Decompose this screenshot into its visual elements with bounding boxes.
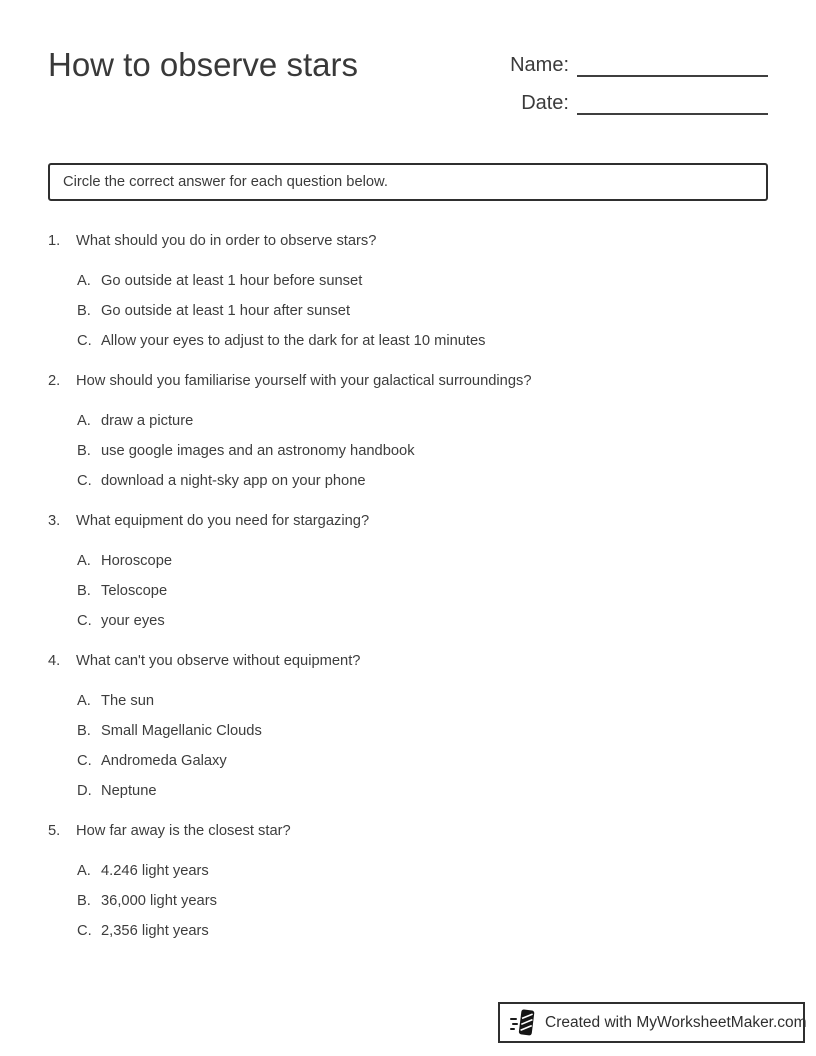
credit-badge[interactable] <box>498 1002 805 1043</box>
date-field-row <box>510 77 768 115</box>
question-2-option-c <box>77 471 768 491</box>
date-label: Date: <box>521 92 569 114</box>
question-2-option-a <box>77 411 768 431</box>
option-text: draw a picture <box>101 413 194 429</box>
instruction-box <box>48 163 768 201</box>
question-number: 3. <box>48 513 61 529</box>
question-text: What can't you observe without equipment? <box>76 653 361 669</box>
question-1 <box>48 231 768 351</box>
question-3-option-b <box>77 581 768 601</box>
option-letter: D. <box>77 783 92 799</box>
option-text: Small Magellanic Clouds <box>101 723 262 739</box>
question-2-option-b <box>77 441 768 461</box>
credit-text: Created with MyWorksheetMaker.com <box>545 1013 807 1031</box>
option-letter: B. <box>77 723 91 739</box>
question-text-row <box>48 511 768 531</box>
question-4-option-d <box>77 781 768 801</box>
option-letter: C. <box>77 333 92 349</box>
option-letter: B. <box>77 303 91 319</box>
question-text: How should you familiarise yourself with your galactical surroundings? <box>76 373 532 389</box>
option-letter: A. <box>77 413 91 429</box>
question-text-row <box>48 231 768 251</box>
question-1-option-a <box>77 271 768 291</box>
option-letter: A. <box>77 693 91 709</box>
option-text: Neptune <box>101 783 157 799</box>
option-letter: B. <box>77 443 91 459</box>
name-date-fields <box>510 39 768 115</box>
name-label: Name: <box>510 54 569 76</box>
option-text: download a night-sky app on your phone <box>101 473 366 489</box>
options-list <box>77 691 768 801</box>
option-letter: C. <box>77 923 92 939</box>
question-3 <box>48 511 768 631</box>
option-letter: A. <box>77 273 91 289</box>
question-number: 4. <box>48 653 61 669</box>
option-text: The sun <box>101 693 155 709</box>
question-text: What equipment do you need for stargazing? <box>76 513 370 529</box>
option-text: 36,000 light years <box>101 893 217 909</box>
option-text: Andromeda Galaxy <box>101 753 227 769</box>
option-text: Allow your eyes to adjust to the dark for at least 10 minutes <box>101 333 486 349</box>
question-5-option-a <box>77 861 768 881</box>
question-5-option-b <box>77 891 768 911</box>
question-text: How far away is the closest star? <box>76 823 291 839</box>
option-text: your eyes <box>101 613 165 629</box>
option-text: Teloscope <box>101 583 168 599</box>
options-list <box>77 551 768 631</box>
question-text-row <box>48 821 768 841</box>
option-letter: A. <box>77 863 91 879</box>
option-letter: C. <box>77 613 92 629</box>
page-title: How to observe stars <box>48 46 358 83</box>
name-field-row <box>510 39 768 77</box>
question-4-option-b <box>77 721 768 741</box>
option-text: 4.246 light years <box>101 863 209 879</box>
options-list <box>77 411 768 491</box>
instruction-text: Circle the correct answer for each question below. <box>63 174 388 190</box>
question-5-option-c <box>77 921 768 941</box>
question-3-option-c <box>77 611 768 631</box>
option-text: Go outside at least 1 hour before sunset <box>101 273 363 289</box>
question-1-option-b <box>77 301 768 321</box>
option-text: use google images and an astronomy handbook <box>101 443 415 459</box>
question-text-row <box>48 651 768 671</box>
option-text: Horoscope <box>101 553 173 569</box>
question-4-option-c <box>77 751 768 771</box>
flying-worksheet-icon <box>510 1008 536 1038</box>
question-2 <box>48 371 768 491</box>
question-number: 2. <box>48 373 61 389</box>
option-text: Go outside at least 1 hour after sunset <box>101 303 351 319</box>
question-3-option-a <box>77 551 768 571</box>
name-blank-line <box>577 57 768 77</box>
question-text-row <box>48 371 768 391</box>
question-number: 5. <box>48 823 61 839</box>
question-number: 1. <box>48 233 61 249</box>
date-blank-line <box>577 95 768 115</box>
options-list <box>77 861 768 941</box>
option-text: 2,356 light years <box>101 923 209 939</box>
option-letter: C. <box>77 753 92 769</box>
options-list <box>77 271 768 351</box>
option-letter: B. <box>77 893 91 909</box>
question-4-option-a <box>77 691 768 711</box>
question-4 <box>48 651 768 801</box>
option-letter: A. <box>77 553 91 569</box>
option-letter: B. <box>77 583 91 599</box>
question-1-option-c <box>77 331 768 351</box>
question-5 <box>48 821 768 941</box>
question-text: What should you do in order to observe stars? <box>76 233 377 249</box>
option-letter: C. <box>77 473 92 489</box>
questions-list <box>48 231 768 961</box>
